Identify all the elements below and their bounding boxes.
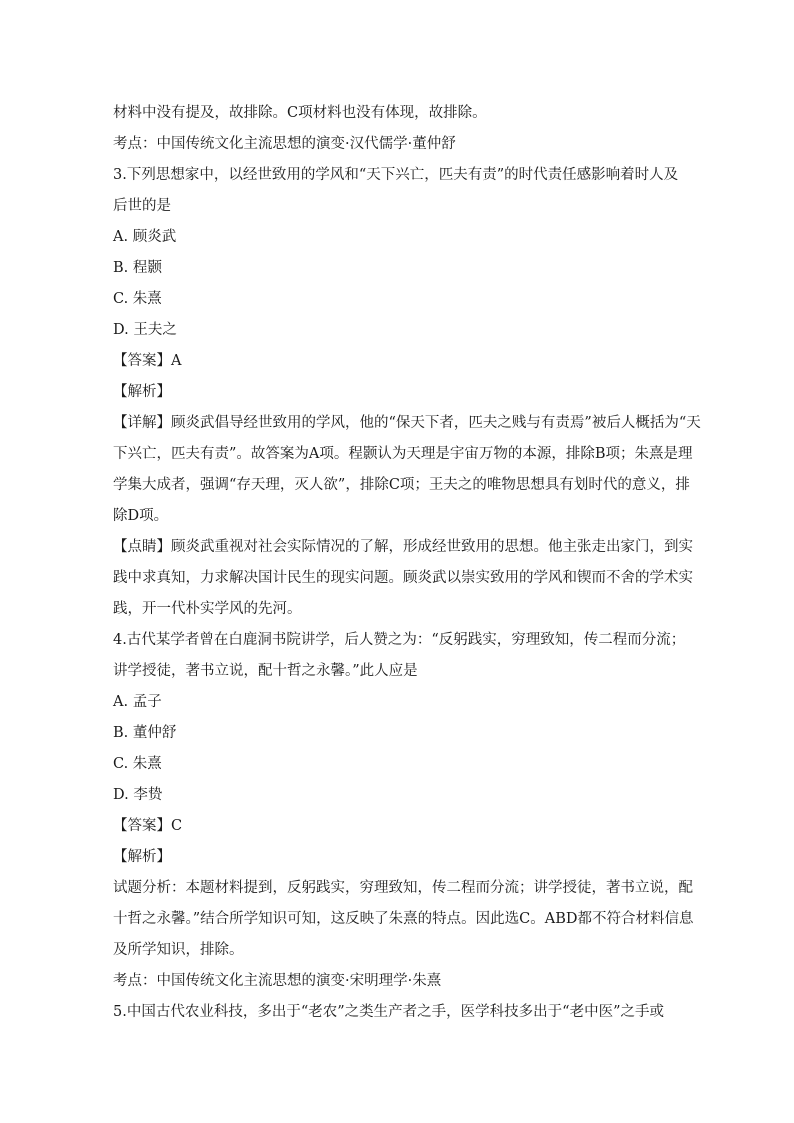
option-c: C. 朱熹 [113,756,162,772]
text-line: 材料中没有提及，故排除。C项材料也没有体现，故排除。 [113,105,487,121]
option-a: A. 顾炎武 [113,229,177,245]
text-line: 讲学授徒，著书立说，配十哲之永馨。”此人应是 [113,663,418,679]
text-line: 践，开一代朴实学风的先河。 [113,601,302,617]
question-4-stem: 4.古代某学者曾在白鹿洞书院讲学，后人赞之为：“反躬践实，穷理致知，传二程而分流； [113,632,686,648]
text-line: 除D项。 [113,508,169,524]
option-b: B. 程颢 [113,260,162,276]
text-line: 践中求真知，力求解决国计民生的现实问题。顾炎武以崇实致用的学风和锲而不舍的学术实 [113,570,693,586]
analysis-label: 【解析】 [113,849,171,865]
option-a: A. 孟子 [113,694,162,710]
answer-label: 【答案】A [113,353,182,369]
option-c: C. 朱熹 [113,291,162,307]
text-line: 下兴亡，匹夫有责”。故答案为A项。程颢认为天理是宇宙万物的本源，排除B项；朱熹是理 [113,446,693,462]
text-line: 【详解】顾炎武倡导经世致用的学风，他的“保天下者，匹夫之贱与有责焉”被后人概括为“天 [113,415,701,431]
question-3-stem: 3.下列思想家中，以经世致用的学风和“天下兴亡，匹夫有责”的时代责任感影响着时人及 [113,167,679,183]
option-d: D. 王夫之 [113,322,177,338]
text-line: 后世的是 [113,198,171,214]
text-line: 学集大成者，强调“存天理，灭人欲”，排除C项；王夫之的唯物思想具有划时代的意义，排 [113,477,690,493]
analysis-label: 【解析】 [113,384,171,400]
text-line: 考点：中国传统文化主流思想的演变·汉代儒学·董仲舒 [113,136,456,152]
text-line: 十哲之永馨。”结合所学知识可知，这反映了朱熹的特点。因此选C。ABD都不符合材料信息 [113,911,694,927]
answer-label: 【答案】C [113,818,183,834]
option-b: B. 董仲舒 [113,725,177,741]
question-5-stem: 5.中国古代农业科技，多出于“老农”之类生产者之手，医学科技多出于“老中医”之手或 [113,1004,664,1020]
option-d: D. 李贽 [113,787,163,803]
text-line: 考点：中国传统文化主流思想的演变·宋明理学·朱熹 [113,973,442,989]
text-line: 及所学知识，排除。 [113,942,244,958]
text-line: 试题分析：本题材料提到，反躬践实，穷理致知，传二程而分流；讲学授徒，著书立说，配 [113,880,693,896]
text-line: 【点睛】顾炎武重视对社会实际情况的了解，形成经世致用的思想。他主张走出家门，到实 [113,539,693,555]
